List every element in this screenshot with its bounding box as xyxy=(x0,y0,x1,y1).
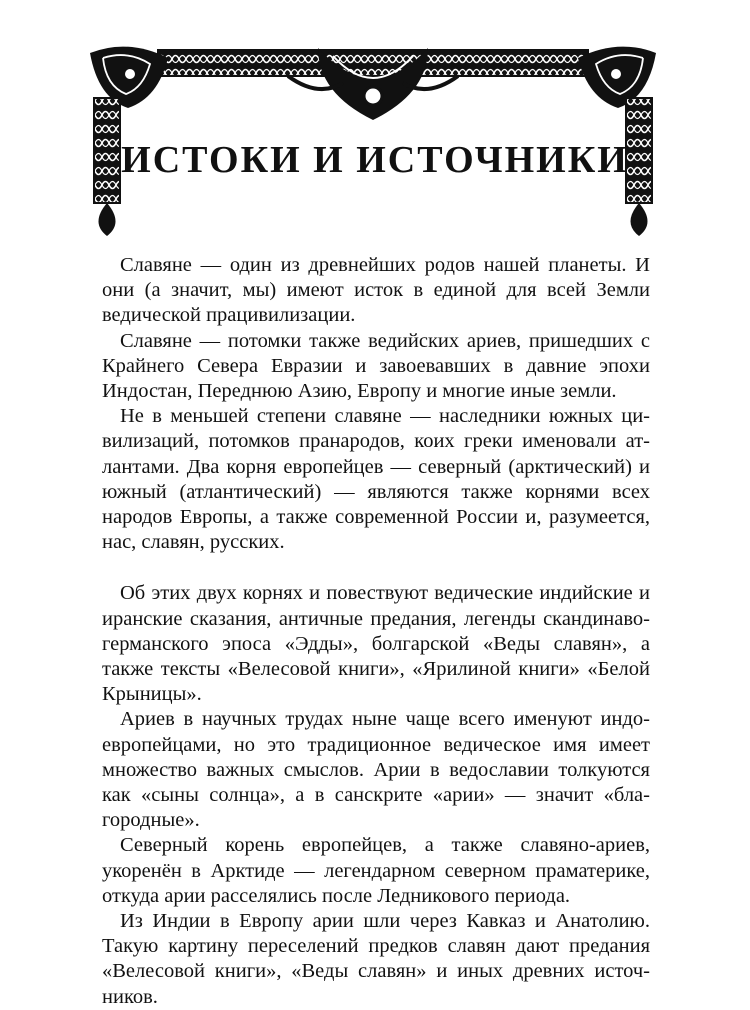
paragraph: Ариев в научных трудах ныне чаще всего именуют индоевропейцами, но это традиционное ведическое имя имеет множество важных смыслов. Арии в ведославии толкуются как «сыны солнца», а в санскрите «арии» — значит «благородные». xyxy=(102,708,650,832)
paragraph: Славяне — один из древнейших родов нашей планеты. И они (а значит, мы) имеют исток в единой для всей Земли ведической працивилизации. xyxy=(102,254,650,327)
body-text xyxy=(102,253,650,1010)
paragraph: Из Индии в Европу арии шли через Кавказ и Анатолию. Такую картину переселений предков славян дают предания «Велесовой книги», «Веды славян» и иных древних источников. xyxy=(102,910,650,1008)
paragraph: Северный корень европейцев, а также славяно-ариев, укоренён в Арктиде — легендарном северном праматерике, откуда арии расселялись после Ледникового периода. xyxy=(102,834,650,907)
page-title: ИСТОКИ И ИСТОЧНИКИ xyxy=(121,139,629,181)
paragraph-gap xyxy=(102,555,650,581)
paragraph: Об этих двух корнях и повествуют ведические индийские и иранские сказания, античные предания, легенды скандинаво-германского эпоса «Эдды», болгарской «Веды славян», а также тексты «Велесовой книги», «Ярилиной книги» «Белой Крыницы». xyxy=(102,582,650,706)
paragraph: Славяне — потомки также ведийских ариев, пришедших с Крайнего Севера Евразии и завоевавших в давние эпохи Индостан, Переднюю Азию, Европу и многие иные земли. xyxy=(102,329,650,403)
paragraph: Не в меньшей степени славяне — наследники южных цивилизаций, потомков пранародов, коих греки именовали атлантами. Два корня европейцев — северный (арктический) и южный (атлантический) — являются также корнями всех народов Европы, а также современной России и, разумеется, нас, славян, русских. xyxy=(102,405,650,554)
